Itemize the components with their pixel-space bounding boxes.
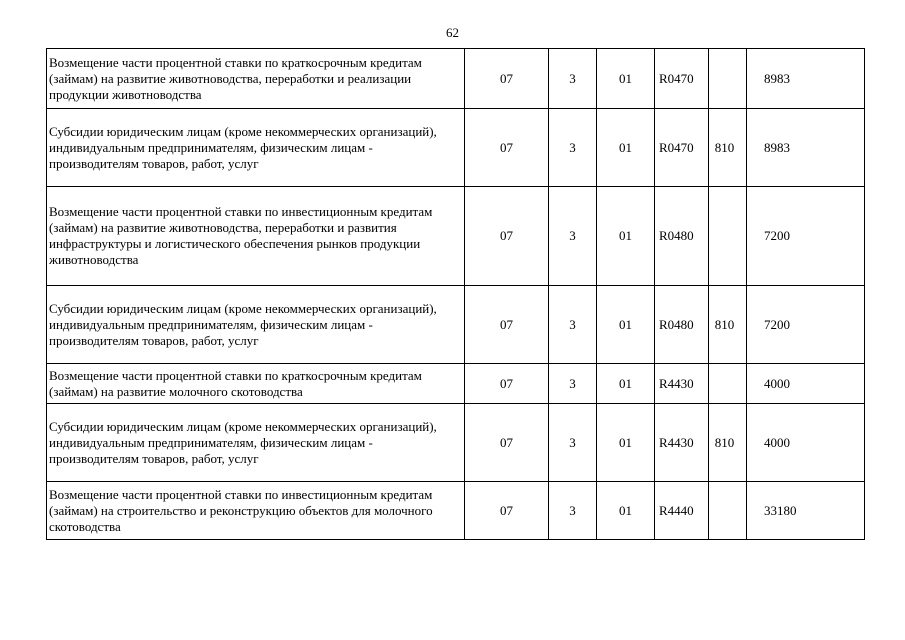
row-description: Возмещение части процентной ставки по краткосрочным кредитам (займам) на развитие животноводства, переработки и реализации продукции животноводства <box>47 49 465 109</box>
amount-value: 33180 <box>747 482 865 540</box>
expense-type-code <box>709 482 747 540</box>
table-row <box>47 187 865 286</box>
ministry-code: 07 <box>465 187 549 286</box>
table-row <box>47 286 865 364</box>
subsection-code: 01 <box>597 482 655 540</box>
section-code: 3 <box>549 187 597 286</box>
row-description: Возмещение части процентной ставки по инвестиционным кредитам (займам) на строительство и реконструкцию объектов для молочного скотоводства <box>47 482 465 540</box>
amount-value: 4000 <box>747 364 865 404</box>
budget-table <box>46 48 865 540</box>
expense-type-code: 810 <box>709 109 747 187</box>
page-number: 62 <box>446 25 459 40</box>
table-row <box>47 482 865 540</box>
subsection-code: 01 <box>597 286 655 364</box>
amount-value: 4000 <box>747 404 865 482</box>
ministry-code: 07 <box>465 286 549 364</box>
ministry-code: 07 <box>465 482 549 540</box>
subsection-code: 01 <box>597 49 655 109</box>
row-description: Субсидии юридическим лицам (кроме некоммерческих организаций), индивидуальным предпринимателям, физическим лицам - производителям товаров, работ, услуг <box>47 286 465 364</box>
expense-type-code <box>709 364 747 404</box>
expense-type-code <box>709 49 747 109</box>
amount-value: 7200 <box>747 286 865 364</box>
target-article-code: R4430 <box>655 404 709 482</box>
row-description: Возмещение части процентной ставки по краткосрочным кредитам (займам) на развитие молочного скотоводства <box>47 364 465 404</box>
amount-value: 8983 <box>747 49 865 109</box>
section-code: 3 <box>549 49 597 109</box>
expense-type-code: 810 <box>709 404 747 482</box>
target-article-code: R0480 <box>655 187 709 286</box>
target-article-code: R0470 <box>655 109 709 187</box>
target-article-code: R0480 <box>655 286 709 364</box>
subsection-code: 01 <box>597 109 655 187</box>
ministry-code: 07 <box>465 49 549 109</box>
subsection-code: 01 <box>597 404 655 482</box>
target-article-code: R4440 <box>655 482 709 540</box>
row-description: Субсидии юридическим лицам (кроме некоммерческих организаций), индивидуальным предпринимателям, физическим лицам - производителям товаров, работ, услуг <box>47 109 465 187</box>
row-description: Возмещение части процентной ставки по инвестиционным кредитам (займам) на развитие животноводства, переработки и развития инфраструктуры и логистического обеспечения рынков продукции животноводства <box>47 187 465 286</box>
section-code: 3 <box>549 364 597 404</box>
expense-type-code <box>709 187 747 286</box>
table-row <box>47 49 865 109</box>
section-code: 3 <box>549 482 597 540</box>
target-article-code: R0470 <box>655 49 709 109</box>
section-code: 3 <box>549 286 597 364</box>
target-article-code: R4430 <box>655 364 709 404</box>
table-row <box>47 404 865 482</box>
ministry-code: 07 <box>465 109 549 187</box>
amount-value: 8983 <box>747 109 865 187</box>
table-row <box>47 364 865 404</box>
subsection-code: 01 <box>597 187 655 286</box>
subsection-code: 01 <box>597 364 655 404</box>
section-code: 3 <box>549 109 597 187</box>
ministry-code: 07 <box>465 364 549 404</box>
budget-table-body <box>47 49 865 540</box>
amount-value: 7200 <box>747 187 865 286</box>
ministry-code: 07 <box>465 404 549 482</box>
expense-type-code: 810 <box>709 286 747 364</box>
row-description: Субсидии юридическим лицам (кроме некоммерческих организаций), индивидуальным предпринимателям, физическим лицам - производителям товаров, работ, услуг <box>47 404 465 482</box>
table-row <box>47 109 865 187</box>
section-code: 3 <box>549 404 597 482</box>
